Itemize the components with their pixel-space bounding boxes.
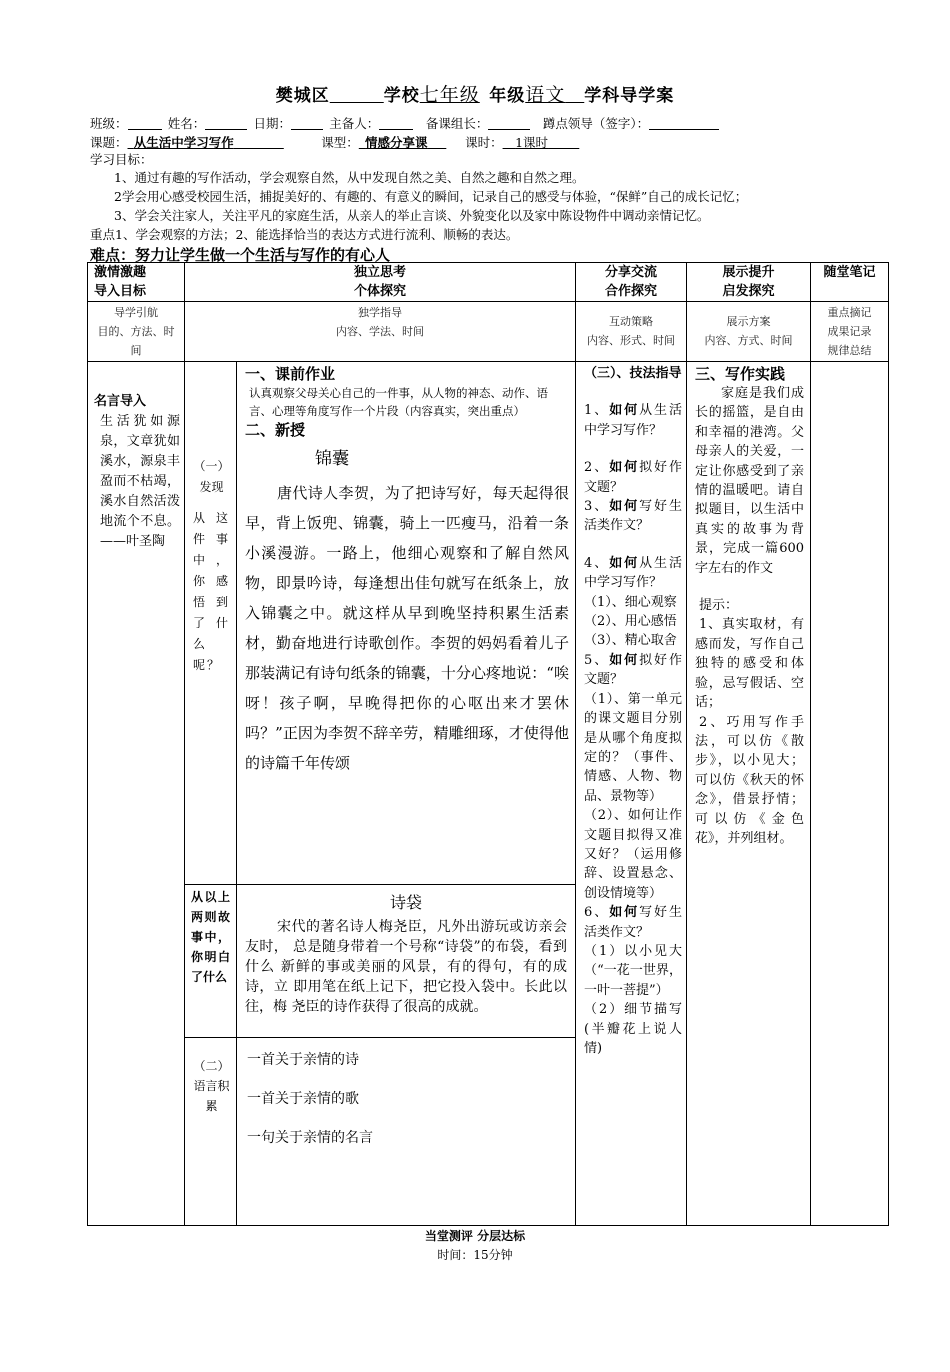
subject-value: 语文 xyxy=(525,84,566,106)
district: 樊城区 xyxy=(275,86,330,106)
practice-text: 家庭是我们成长的摇篮，是自由和幸福的港湾。父母亲人的关爱，一定让你感受到了亲情的温暖吧。请自拟题目，以生活中真实的故事为背景，完成一篇600字左右的作文 xyxy=(695,386,805,576)
accumulate-song: 一首关于亲情的歌 xyxy=(247,1091,359,1107)
tips-label: 提示： xyxy=(699,598,739,614)
homework-text: 认真观察父母关心自己的一件事，从人物的神态、动作、语言、心理等角度写作一个片段（内容真实，突出重点） xyxy=(249,386,548,418)
skill-line: （2）、如何让作文题目拟得又准又好？（运用修辞、设置悬念、创设情境等） xyxy=(584,808,683,901)
homework-heading: 一、课前作业 xyxy=(245,365,336,383)
key-points: 重点1、学会观察的方法；2、能选择恰当的表达方式进行流利、顺畅的表达。 xyxy=(90,227,519,242)
topic-line xyxy=(90,133,579,151)
story1-text: 唐代诗人李贺，为了把诗写好，每天起得很早，背上饭兜、锦囊，骑上一匹瘦马，沿着一条小溪漫游。一路上，他细心观察和了解自然风物，即景吟诗，每逢想出佳句就写在纸条上，放入锦囊之中。就这样从早到晚坚持积累生活素材，勤奋地进行诗歌创作。李贺的妈妈看着儿子那装满记有诗句纸条的锦囊，十分心疼地说：“唉呀！孩子啊，早晚得把你的心呕出来才罢休吗？”正因为李贺不辞辛劳，精雕细琢，才使得他的诗篇千年传颂 xyxy=(245,484,570,772)
info-line xyxy=(90,114,719,132)
table-subheader-row xyxy=(88,302,889,362)
skill-line: （2）细节描写(半瓣花上说人情) xyxy=(584,1002,683,1056)
skill-line: （1）、细心观察 xyxy=(584,594,677,610)
leader-label: 备课组长： xyxy=(425,116,489,131)
name-label: 姓名： xyxy=(167,116,206,131)
hours-label: 课时： xyxy=(465,135,503,150)
skill-line: （1）以小见大（“一花一世界，一叶一菩提”） xyxy=(584,943,683,998)
subheader-self-study: 独学指导 内容、学法、时间 xyxy=(185,302,576,362)
topic-label: 课题： xyxy=(90,135,128,150)
find-question: 从这件事中，你感悟到了什么呢？ xyxy=(193,511,230,672)
new-lesson-heading: 二、新授 xyxy=(245,421,306,439)
story2-cell xyxy=(237,885,576,1038)
story1-title: 锦囊 xyxy=(315,449,349,469)
header-independent: 独立思考 个体探究 xyxy=(185,263,576,302)
skill-line: 6、如何写好生活类作文？ xyxy=(584,905,682,940)
skill-line: 2、如何拟好作文题？ xyxy=(584,460,682,495)
page-title xyxy=(0,80,950,107)
moral-question: 从以上两则故事中，你明白了什么 xyxy=(185,885,237,1038)
story2-text: 宋代的著名诗人梅尧臣，凡外出游玩或访亲会友时， 总是随身带着一个号称“诗袋”的布袋，看到什么 新鲜的事或美丽的风景，有的得句，有的成诗，立 即用笔在纸上记下，把它投入袋中。长此以往，梅 尧臣的诗作获得了很高的成就。 xyxy=(245,919,568,1015)
grade-label: 年级 xyxy=(489,86,526,106)
lesson-table xyxy=(87,262,889,1226)
preparer-field[interactable] xyxy=(379,117,413,130)
practice-heading: 三、写作实践 xyxy=(695,365,786,383)
practice-cell xyxy=(687,362,811,1226)
header-notes: 随堂笔记 xyxy=(811,263,889,302)
class-field[interactable] xyxy=(128,117,162,130)
skill-line: 4、如何从生活中学习写作？ xyxy=(584,555,682,591)
intro-heading: 名言导入 xyxy=(94,394,147,409)
supervisor-field[interactable] xyxy=(649,117,719,130)
preparer-label: 主备人： xyxy=(329,116,380,131)
difficulty: 难点：努力让学生做一个生活与写作的有心人 xyxy=(90,246,391,264)
skill-line: （2）、用心感悟 xyxy=(584,614,677,630)
accumulate-cell xyxy=(237,1038,576,1226)
table-header-row xyxy=(88,263,889,302)
subject-label: 学科导学案 xyxy=(584,86,675,106)
skills-list xyxy=(584,401,682,1058)
objectives-label: 学习目标： xyxy=(90,152,153,167)
objective-2: 2学会用心感受校园生活，捕捉美好的、有趣的、有意义的瞬间，记录自己的感受与体验，“保鲜”自己的成长记忆； xyxy=(114,189,748,204)
skill-line: 1、如何从生活中学习写作？ xyxy=(584,403,682,438)
skill-line: （3）、精心取舍 xyxy=(584,633,677,649)
class-label: 班级： xyxy=(90,116,128,131)
footer-title: 当堂测评 分层达标 xyxy=(424,1229,526,1243)
skill-line: 3、如何写好生活类作文？ xyxy=(584,499,682,534)
leader-field[interactable] xyxy=(488,117,530,130)
hours-value: 1课时 xyxy=(515,135,549,150)
footer-time: 时间：15分钟 xyxy=(437,1248,513,1262)
story2-title: 诗袋 xyxy=(390,893,423,912)
subheader-strategy: 互动策略 内容、形式、时间 xyxy=(576,302,687,362)
tip-1: 1、真实取材，有感而发，写作自己独特的感受和体验，忌写假话、空话； xyxy=(695,617,805,711)
objective-1: 1、通过有趣的写作活动，学会观察自然，从中发现自然之美、自然之趣和自然之理。 xyxy=(114,170,585,185)
header-share: 分享交流 合作探究 xyxy=(576,263,687,302)
grade-value: 七年级 xyxy=(419,84,480,106)
intro-cell xyxy=(88,362,185,1226)
find-cell xyxy=(185,362,237,885)
find-label: （一）发现 xyxy=(193,459,230,494)
skills-cell xyxy=(576,362,687,1226)
name-field[interactable] xyxy=(205,117,247,130)
skill-line: （1）、第一单元的课文题目分别是从哪个角度拟定的？（事件、情感、人物、物品、景物等） xyxy=(584,691,683,804)
intro-quote: 生活犹如源泉，文章犹如溪水，源泉丰盈而不枯竭，溪水自然活泼地流个不息。——叶圣陶 xyxy=(100,414,180,549)
school-label: 学校 xyxy=(383,86,420,106)
story-cell xyxy=(237,362,576,885)
skill-line: 5、如何拟好作文题？ xyxy=(584,652,682,688)
date-field[interactable] xyxy=(291,117,323,130)
accumulate-poem: 一首关于亲情的诗 xyxy=(247,1052,359,1068)
type-label: 课型： xyxy=(321,135,359,150)
supervisor-label: 蹲点领导（签字）： xyxy=(542,116,650,131)
tip-2: 2、巧用写作手法，可以仿《散步》，以小见大；可以仿《秋天的怀念》，借景抒情；可以仿《金色花》，并列组材。 xyxy=(695,714,805,846)
header-intro: 激情激趣 导入目标 xyxy=(88,263,185,302)
type-value: 情感分享课 xyxy=(365,135,428,150)
content-row-1 xyxy=(88,362,889,885)
objective-3: 3、学会关注家人，关注平凡的家庭生活，从亲人的举止言谈、外貌变化以及家中陈设物件中调动亲情记忆。 xyxy=(114,208,710,223)
subheader-summary: 重点摘记 成果记录 规律总结 xyxy=(811,302,889,362)
language-label: （二）语言积累 xyxy=(193,1059,230,1113)
accumulate-quote: 一句关于亲情的名言 xyxy=(247,1130,373,1146)
language-cell xyxy=(185,1038,237,1226)
skills-heading: （三）、技法指导 xyxy=(584,366,682,381)
subheader-plan: 展示方案 内容、方式、时间 xyxy=(687,302,811,362)
notes-cell[interactable] xyxy=(811,362,889,1226)
header-display: 展示提升 启发探究 xyxy=(687,263,811,302)
date-label: 日期： xyxy=(253,116,292,131)
topic-value: 从生活中学习写作 xyxy=(133,135,234,150)
subheader-guide: 导学引航 目的、方法、时 间 xyxy=(88,302,185,362)
school-blank xyxy=(330,86,384,106)
